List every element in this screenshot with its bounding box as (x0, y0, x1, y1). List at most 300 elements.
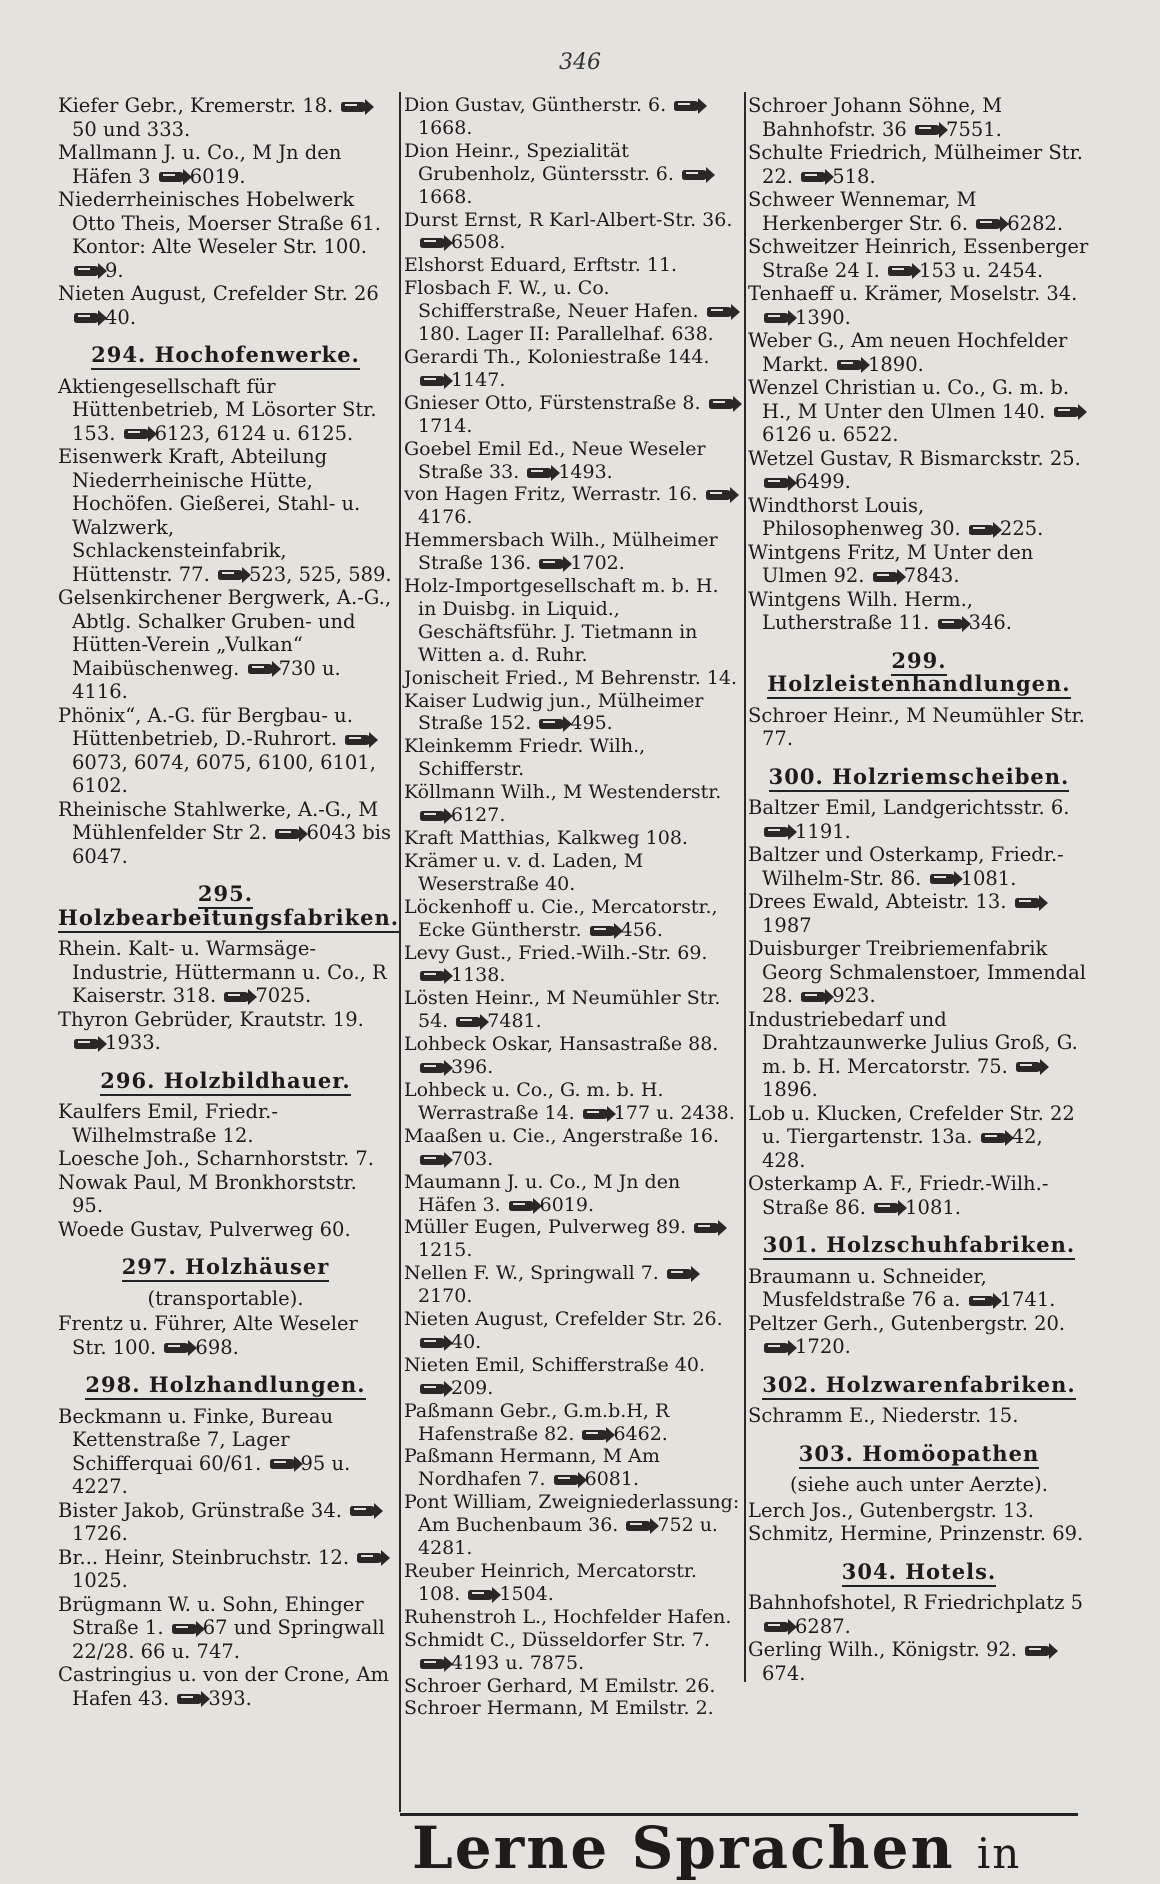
telephone-hand-icon (420, 1338, 446, 1348)
directory-entry (404, 1560, 742, 1606)
directory-entry (748, 447, 1090, 494)
section-heading (748, 765, 1090, 789)
section-heading-text: 304. Hotels. (842, 1559, 996, 1587)
phone-number: 1726. (72, 1522, 128, 1545)
telephone-hand-icon (873, 572, 899, 582)
entry-text: Bahnhofshotel, R Friedrichplatz 5 (748, 1591, 1083, 1614)
entry-text: Wetzel Gustav, R Bismarckstr. 25. (748, 446, 1081, 470)
phone-number: 752 u. 4281. (418, 1514, 718, 1560)
directory-entry (58, 1593, 393, 1664)
phone-number: 67 und Springwall 22/28. 66 u. 747. (72, 1616, 385, 1663)
entry-text: Nieten August, Crefelder Str. 26. (404, 1308, 723, 1331)
phone-number: 209. (451, 1376, 494, 1399)
entry-text: Schmidt C., Düsseldorfer Str. 7. (404, 1628, 711, 1651)
entry-text: Lösten Heinr., M Neumühler Str. 54. (404, 987, 721, 1033)
section-heading-text: 302. Holzwarenfabriken. (762, 1372, 1075, 1400)
phone-number: 7025. (255, 984, 312, 1007)
directory-entry (58, 375, 393, 446)
telephone-hand-icon (350, 1506, 376, 1516)
section-heading-text: 295. Holzbearbeitungsfabriken. (58, 881, 399, 933)
entry-text: Wintgens Fritz, M Unter den Ulmen 92. (748, 540, 1034, 587)
telephone-hand-icon (420, 1063, 446, 1073)
section-heading (748, 649, 1090, 696)
phone-number: 6508. (451, 231, 506, 254)
directory-entry (748, 796, 1090, 843)
phone-number: 40. (451, 1330, 482, 1353)
phone-number: 703. (451, 1147, 494, 1170)
entry-text: Weber G., Am neuen Hochfelder Markt. (748, 329, 1068, 376)
entry-text: Wintgens Wilh. Herm., Lutherstraße 11. (748, 587, 974, 634)
directory-entry (404, 1697, 742, 1720)
entry-text: Castringius u. von der Crone, Am Hafen 43. (58, 1663, 390, 1710)
phone-number: 6123, 6124 u. 6125. (154, 421, 354, 445)
telephone-hand-icon (270, 1459, 296, 1469)
entry-text: Schmitz, Hermine, Prinzenstr. 69. (748, 1522, 1084, 1545)
directory-entry (748, 1172, 1090, 1219)
entry-text: Osterkamp A. F., Friedr.-Wilh.-Straße 86. (748, 1172, 1049, 1219)
directory-entry (404, 1079, 742, 1125)
telephone-hand-icon (420, 971, 446, 981)
telephone-hand-icon (874, 1203, 900, 1213)
directory-entry (404, 254, 742, 277)
telephone-hand-icon (539, 719, 565, 729)
directory-entry (404, 1675, 742, 1698)
telephone-hand-icon (764, 827, 790, 837)
directory-entry (404, 140, 742, 209)
entry-text: Gerardi Th., Koloniestraße 144. (404, 345, 710, 368)
entry-text: Thyron Gebrüder, Krautstr. 19. (58, 1007, 364, 1031)
directory-entry (748, 1008, 1090, 1102)
telephone-hand-icon (1025, 1646, 1051, 1656)
phone-number: 6043 bis 6047. (72, 821, 392, 868)
entry-text: Eisenwerk Kraft, Abteilung Niederrheinische Hütte, Hochöfen. Gießerei, Stahl- u. Walzwerk, Schlackensteinfabrik, Hüttenstr. 77. (58, 445, 361, 586)
entry-text: Duisburger Treibriemenfabrik Georg Schmalenstoer, Immendal 28. (748, 937, 1086, 1007)
entry-text: Kaulfers Emil, Friedr.-Wilhelmstraße 12. (58, 1100, 278, 1147)
directory-entry (404, 735, 742, 781)
directory-entry (748, 1638, 1090, 1685)
telephone-hand-icon (837, 360, 863, 370)
phone-number: 1504. (499, 1582, 554, 1605)
directory-entry (404, 850, 742, 896)
entry-text: Gnieser Otto, Fürstenstraße 8. (404, 391, 701, 414)
phone-number: 523, 525, 589. (248, 562, 392, 586)
directory-entry (404, 1354, 742, 1400)
section-heading (748, 1233, 1090, 1257)
entry-text: Lohbeck u. Co., G. m. b. H. Werrastraße 14. (404, 1078, 664, 1124)
telephone-hand-icon (357, 1553, 383, 1563)
section-note: (siehe auch unter Aerzte). (790, 1473, 1048, 1496)
telephone-hand-icon (420, 238, 446, 248)
telephone-hand-icon (341, 102, 367, 112)
phone-number: 518. (832, 164, 876, 188)
directory-entry (404, 575, 742, 667)
telephone-hand-icon (420, 376, 446, 386)
telephone-hand-icon (74, 266, 100, 276)
phone-number: 730 u. 4116. (72, 656, 341, 703)
telephone-hand-icon (1016, 1062, 1042, 1072)
phone-number: 6019. (539, 1193, 595, 1216)
directory-entry (748, 588, 1090, 635)
directory-entry (748, 843, 1090, 890)
directory-entry (748, 494, 1090, 541)
telephone-hand-icon (177, 1694, 203, 1704)
entry-text: Reuber Heinrich, Mercatorstr. 108. (404, 1560, 697, 1605)
directory-entry (404, 1262, 742, 1308)
entry-text: Kaiser Ludwig jun., Mülheimer Straße 152. (404, 689, 704, 735)
telephone-hand-icon (74, 1039, 100, 1049)
directory-column-3 (748, 94, 1090, 1685)
telephone-hand-icon (248, 664, 274, 674)
entry-text: Lob u. Klucken, Crefelder Str. 22 u. Tiergartenstr. 13a. (748, 1101, 1075, 1148)
telephone-hand-icon (694, 1223, 720, 1233)
entry-text: Industriebedarf und Drahtzaunwerke Julius Groß, G. m. b. H. Mercatorstr. 75. (748, 1007, 1078, 1078)
telephone-hand-icon (218, 570, 244, 580)
entry-text: Krämer u. v. d. Laden, M Weserstraße 40. (404, 849, 644, 895)
phone-number: 7843. (903, 564, 960, 587)
section-heading-text: 298. Holzhandlungen. (85, 1372, 365, 1400)
phone-number: 225. (999, 517, 1044, 540)
telephone-hand-icon (1054, 407, 1080, 417)
phone-number: 4176. (418, 506, 473, 529)
entry-text: Nellen F. W., Springwall 7. (404, 1262, 659, 1285)
entry-text: Schweer Wennemar, M Herkenberger Str. 6. (748, 188, 977, 235)
advert-continuation: in (976, 1829, 1022, 1878)
directory-entry (404, 1606, 742, 1629)
phone-number: 346. (968, 611, 1012, 634)
entry-text: Pont William, Zweigniederlassung: Am Buchenbaum 36. (404, 1491, 740, 1537)
entry-text: Lerch Jos., Gutenbergstr. 13. (748, 1498, 1034, 1522)
phone-number: 1025. (72, 1569, 128, 1592)
entry-text: Br... Heinr, Steinbruchstr. 12. (58, 1545, 350, 1569)
directory-entry (404, 690, 742, 736)
phone-number: 495. (570, 712, 613, 735)
telephone-hand-icon (159, 172, 185, 182)
directory-entry (748, 1312, 1090, 1359)
directory-entry (404, 667, 742, 690)
entry-text: Köllmann Wilh., M Westenderstr. (404, 781, 722, 804)
entry-text: Schroer Johann Söhne, M Bahnhofstr. 36 (748, 94, 1003, 141)
directory-entry (58, 445, 393, 586)
directory-entry (404, 1445, 742, 1491)
directory-entry (404, 392, 742, 438)
telephone-hand-icon (626, 1521, 652, 1531)
telephone-hand-icon (969, 525, 995, 535)
directory-entry (748, 376, 1090, 447)
directory-entry (58, 1546, 393, 1593)
phone-number: 1720. (795, 1335, 851, 1358)
entry-text: Mallmann J. u. Co., M Jn den Häfen 3 (58, 141, 342, 188)
phone-number: 1896. (762, 1078, 818, 1101)
entry-text: Schulte Friedrich, Mülheimer Str. 22. (748, 141, 1083, 188)
entry-text: Schweitzer Heinrich, Essenberger Straße 24 I. (748, 235, 1089, 282)
entry-text: Braumann u. Schneider, Musfeldstraße 76 a. (748, 1264, 987, 1311)
telephone-hand-icon (801, 172, 827, 182)
entry-text: Loesche Joh., Scharnhorststr. 7. (58, 1147, 374, 1170)
telephone-hand-icon (938, 619, 964, 629)
phone-number: 6127. (451, 804, 506, 827)
telephone-hand-icon (468, 1590, 494, 1600)
phone-number: 6073, 6074, 6075, 6100, 6101, 6102. (72, 750, 376, 797)
telephone-hand-icon (915, 125, 941, 135)
entry-text: Müller Eugen, Pulverweg 89. (404, 1216, 687, 1239)
directory-entry (748, 1499, 1090, 1523)
entry-text: Flosbach F. W., u. Co. Schifferstraße, Neuer Hafen. (404, 277, 699, 323)
entry-text: Goebel Emil Ed., Neue Weseler Straße 33. (404, 437, 706, 483)
telephone-hand-icon (583, 1109, 609, 1119)
telephone-hand-icon (420, 1659, 446, 1669)
entry-text: Aktiengesellschaft für Hüttenbetrieb, M Lösorter Str. 153. (58, 374, 377, 445)
phone-number: 1138. (451, 964, 506, 987)
phone-number: 40. (105, 305, 137, 329)
phone-number: 1987 (762, 913, 812, 937)
entry-text: Kiefer Gebr., Kremerstr. 18. (58, 94, 334, 117)
entry-text: Schramm E., Niederstr. 15. (748, 1404, 1019, 1427)
entry-text: Maaßen u. Cie., Angerstraße 16. (404, 1124, 720, 1147)
advertisement (412, 1814, 1112, 1884)
directory-entry (404, 1216, 742, 1262)
telephone-hand-icon (888, 266, 914, 276)
directory-entry (748, 937, 1090, 1008)
entry-text: Holz-Importgesellschaft m. b. H. in Duisbg. in Liquid., Geschäftsführ. J. Tietmann in Witten a. d. Ruhr. (404, 575, 719, 666)
directory-entry (58, 1171, 393, 1218)
phone-number: 6081. (584, 1468, 640, 1491)
phone-number: 393. (208, 1686, 252, 1710)
telephone-hand-icon (981, 1133, 1007, 1143)
telephone-hand-icon (420, 811, 446, 821)
entry-text: Wenzel Christian u. Co., G. m. b. H., M Unter den Ulmen 140. (748, 376, 1070, 423)
entry-text: Schroer Hermann, M Emilstr. 2. (404, 1697, 714, 1720)
phone-number: 6282. (1007, 211, 1064, 235)
directory-entry (748, 282, 1090, 329)
telephone-hand-icon (224, 992, 250, 1002)
entry-text: Frentz u. Führer, Alte Weseler Str. 100. (58, 1312, 358, 1359)
entry-text: Baltzer Emil, Landgerichtsstr. 6. (748, 796, 1070, 819)
directory-entry (404, 987, 742, 1033)
phone-number: 9. (105, 258, 124, 282)
entry-text: Nieten Emil, Schifferstraße 40. (404, 1353, 706, 1376)
entry-text: Nowak Paul, M Bronkhorststr. 95. (58, 1170, 357, 1217)
phone-number: 1890. (867, 352, 924, 376)
directory-entry (404, 346, 742, 392)
entry-text: Elshorst Eduard, Erftstr. 11. (404, 254, 678, 277)
entry-text: Rhein. Kalt- u. Warmsäge-Industrie, Hüttermann u. Co., R Kaiserstr. 318. (58, 937, 387, 1007)
directory-entry (58, 1008, 393, 1055)
directory-entry (58, 937, 393, 1008)
directory-entry (748, 541, 1090, 588)
directory-entry (58, 141, 393, 188)
entry-text: Hemmersbach Wilh., Mülheimer Straße 136. (404, 529, 718, 575)
telephone-hand-icon (509, 1201, 535, 1211)
directory-entry (58, 1312, 393, 1359)
telephone-hand-icon (764, 313, 790, 323)
section-heading-text: 303. Homöopathen (799, 1441, 1039, 1469)
entry-text: Nieten August, Crefelder Str. 26 (58, 282, 379, 305)
directory-entry (58, 586, 393, 704)
directory-entry (58, 1405, 393, 1499)
directory-entry (404, 896, 742, 942)
telephone-hand-icon (969, 1296, 995, 1306)
entry-text: Maumann J. u. Co., M Jn den Häfen 3. (404, 1170, 681, 1216)
entry-text: Windthorst Louis, Philosophenweg 30. (748, 493, 961, 540)
telephone-hand-icon (706, 490, 732, 500)
phone-number: 1191. (795, 819, 851, 843)
entry-text: Ruhenstroh L., Hochfelder Hafen. (404, 1605, 732, 1628)
section-heading-text: 301. Holzschuhfabriken. (763, 1232, 1075, 1260)
section-heading (748, 1442, 1090, 1466)
directory-entry (748, 704, 1090, 751)
entry-text: Woede Gustav, Pulverweg 60. (58, 1217, 351, 1241)
entry-text: Löckenhoff u. Cie., Mercatorstr., Ecke Güntherstr. (404, 895, 718, 941)
phone-number: 1390. (795, 305, 851, 329)
directory-column-1 (58, 94, 400, 1710)
directory-entry (404, 438, 742, 484)
telephone-hand-icon (674, 101, 700, 111)
phone-number: 698. (195, 1335, 239, 1359)
entry-text: Durst Ernst, R Karl-Albert-Str. 36. (404, 208, 733, 231)
phone-number: 2170. (418, 1285, 473, 1308)
directory-column-2 (404, 94, 742, 1720)
directory-entry (58, 94, 393, 141)
phone-number: 177 u. 2438. (613, 1101, 735, 1124)
phone-number: 1714. (418, 414, 473, 437)
phone-number: 7481. (487, 1010, 542, 1033)
directory-entry (404, 1400, 742, 1446)
directory-entry (404, 209, 742, 255)
directory-entry (58, 1663, 393, 1710)
phone-number: 1081. (960, 866, 1017, 890)
directory-entry (404, 942, 742, 988)
phone-number: 674. (762, 1661, 806, 1685)
telephone-hand-icon (164, 1343, 190, 1353)
directory-entry (58, 188, 393, 282)
directory-entry (748, 1265, 1090, 1312)
section-heading (748, 1560, 1090, 1584)
directory-entry (58, 1147, 393, 1171)
entry-text: Schroer Gerhard, M Emilstr. 26. (404, 1674, 716, 1697)
section-heading (58, 1373, 393, 1397)
directory-entry (748, 235, 1090, 282)
entry-text: Drees Ewald, Abteistr. 13. (748, 890, 1007, 913)
entry-text: Levy Gust., Fried.-Wilh.-Str. 69. (404, 941, 708, 964)
directory-entry (404, 827, 742, 850)
column-divider (399, 92, 401, 1812)
telephone-hand-icon (124, 429, 150, 439)
phone-number: 6462. (613, 1422, 668, 1445)
entry-text: Baltzer und Osterkamp, Friedr.-Wilhelm-Str. 86. (748, 843, 1064, 890)
phone-number: 1741. (999, 1288, 1056, 1311)
phone-number: 456. (620, 918, 663, 941)
telephone-hand-icon (930, 874, 956, 884)
phone-number: 153 u. 2454. (919, 258, 1044, 282)
phone-number: 180. Lager II: Parallelhaf. 638. (418, 323, 714, 346)
page-number: 346 (559, 50, 601, 75)
telephone-hand-icon (275, 829, 301, 839)
entry-text: Paßmann Hermann, M Am Nordhafen 7. (404, 1445, 660, 1491)
entry-text: Brügmann W. u. Sohn, Ehinger Straße 1. (58, 1592, 364, 1639)
section-heading (748, 1373, 1090, 1397)
directory-entry (404, 1033, 742, 1079)
section-heading (58, 1255, 393, 1279)
phone-number: 42, 428. (762, 1125, 1043, 1172)
entry-text: Kleinkemm Friedr. Wilh., Schifferstr. (404, 735, 646, 781)
phone-number: 396. (451, 1056, 494, 1079)
entry-text: Dion Gustav, Güntherstr. 6. (404, 94, 667, 116)
entry-text: Beckmann u. Finke, Bureau Kettenstraße 7, Lager Schifferquai 60/61. (58, 1404, 334, 1475)
section-heading (58, 343, 393, 367)
directory-entry (58, 798, 393, 869)
section-heading (58, 1069, 393, 1093)
directory-entry (748, 329, 1090, 376)
directory-entry (404, 781, 742, 827)
phone-number: 4193 u. 7875. (451, 1651, 585, 1674)
telephone-hand-icon (345, 735, 371, 745)
directory-entry (58, 704, 393, 798)
directory-entry (404, 277, 742, 346)
entry-text: Niederrheinisches Hobelwerk Otto Theis, Moerser Straße 61. Kontor: Alte Weseler Str. 100. (58, 188, 381, 258)
entry-text: Schroer Heinr., M Neumühler Str. 77. (748, 703, 1085, 750)
telephone-hand-icon (764, 478, 790, 488)
directory-entry (404, 94, 742, 140)
directory-entry (58, 282, 393, 329)
section-heading-text: 297. Holzhäuser (122, 1254, 330, 1282)
entry-text: Paßmann Gebr., G.m.b.H, R Hafenstraße 82. (404, 1399, 670, 1445)
section-heading (58, 881, 400, 930)
phone-number: 1493. (558, 460, 613, 483)
phone-number: 1933. (105, 1031, 161, 1054)
telephone-hand-icon (539, 559, 565, 569)
entry-text: Tenhaeff u. Krämer, Moselstr. 34. (748, 282, 1078, 305)
phone-number: 6287. (795, 1614, 851, 1638)
telephone-hand-icon (682, 170, 708, 180)
phone-number: 50 und 333. (72, 117, 191, 141)
phone-number: 1147. (451, 368, 506, 391)
telephone-hand-icon (1015, 898, 1041, 908)
telephone-hand-icon (764, 1343, 790, 1353)
phone-number: 6019. (189, 164, 246, 188)
telephone-hand-icon (554, 1475, 580, 1485)
directory-entry (404, 1125, 742, 1171)
phone-number: 1081. (905, 1195, 961, 1219)
section-heading-text: 299. Holzleistenhandlungen. (767, 648, 1070, 700)
directory-entry (58, 1218, 393, 1242)
entry-text: Dion Heinr., Spezialität Grubenholz, Güntersstr. 6. (404, 139, 674, 185)
section-heading-text: 296. Holzbildhauer. (100, 1068, 350, 1096)
directory-entry (748, 890, 1090, 937)
telephone-hand-icon (420, 1155, 446, 1165)
entry-text: Gelsenkirchener Bergwerk, A.-G., Abtlg. Schalker Gruben- und Hütten-Verein „Vulkan“ Maibüschenweg. (58, 586, 392, 680)
entry-text: Kraft Matthias, Kalkweg 108. (404, 827, 688, 849)
advert-headline: Lerne Sprachen (412, 1814, 955, 1882)
telephone-hand-icon (976, 219, 1002, 229)
telephone-hand-icon (456, 1017, 482, 1027)
telephone-hand-icon (527, 468, 553, 478)
entry-text: Peltzer Gerh., Gutenbergstr. 20. (748, 1311, 1066, 1335)
section-heading-text: 300. Holzriemscheiben. (769, 764, 1070, 792)
telephone-hand-icon (172, 1624, 198, 1634)
directory-entry (404, 529, 742, 575)
telephone-hand-icon (74, 313, 100, 323)
directory-entry (404, 1171, 742, 1217)
phone-number: 923. (832, 984, 876, 1007)
phone-number: 6499. (795, 470, 851, 493)
directory-entry (58, 1100, 393, 1147)
phone-number: 1668. (418, 185, 473, 208)
directory-entry (748, 1591, 1090, 1638)
entry-text: von Hagen Fritz, Werrastr. 16. (404, 483, 698, 506)
phone-number: 1215. (418, 1239, 473, 1262)
phone-number: 6126 u. 6522. (762, 423, 899, 446)
directory-entry (58, 1499, 393, 1546)
